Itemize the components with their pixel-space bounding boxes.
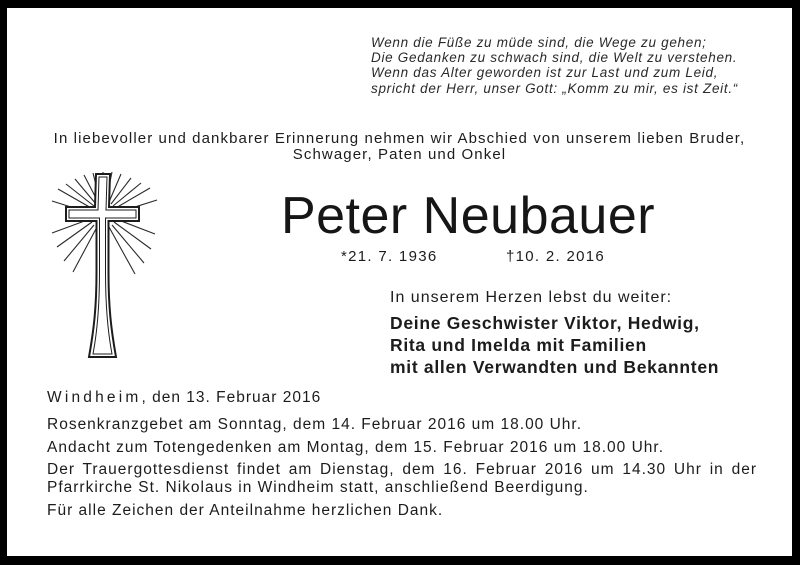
death-date: †10. 2. 2016 <box>506 248 606 265</box>
event-trauergottesdienst <box>47 461 757 497</box>
service-line: Pfarrkirche St. Nikolaus in Windheim statt, anschließend Beerdigung. <box>47 479 589 497</box>
verse-line: Wenn die Füße zu müde sind, die Wege zu gehen; <box>371 35 707 50</box>
dateline-rest: , den 13. Februar 2016 <box>141 389 322 406</box>
verse-line: spricht der Herr, unser Gott: „Komm zu mir, es ist Zeit.“ <box>371 80 738 96</box>
obituary-card <box>7 8 792 556</box>
service-line: Der Trauergottesdienst findet am Dienstag, dem 16. Februar 2016 um 14.30 Uhr in der <box>47 461 757 478</box>
opening-verse <box>371 35 738 96</box>
verse-line: Die Gedanken zu schwach sind, die Welt zu verstehen. <box>371 50 738 66</box>
deceased-name: Peter Neubauer <box>280 187 656 245</box>
memorial-line: In unserem Herzen lebst du weiter: <box>390 289 673 306</box>
intro-line: Schwager, Paten und Onkel <box>292 145 507 163</box>
mourners-line: Deine Geschwister Viktor, Hedwig, <box>390 313 700 333</box>
thanks-line: Für alle Zeichen der Anteilnahme herzlichen Dank. <box>47 502 444 519</box>
event-andacht: Andacht zum Totengedenken am Montag, dem 15. Februar 2016 um 18.00 Uhr. <box>47 439 664 456</box>
intro-text <box>7 131 792 163</box>
verse-line: Wenn das Alter geworden ist zur Last und zum Leid, <box>371 65 719 81</box>
city-name: Windheim <box>47 389 142 406</box>
mourners-line: Rita und Imelda mit Familien <box>390 334 647 355</box>
mourners-block <box>390 313 719 378</box>
mourners-line: mit allen Verwandten und Bekannten <box>390 356 720 377</box>
event-rosenkranzgebet: Rosenkranzgebet am Sonntag, dem 14. Februar 2016 um 18.00 Uhr. <box>47 416 583 433</box>
dateline <box>47 389 757 407</box>
intro-line: In liebevoller und dankbarer Erinnerung nehmen wir Abschied von unserem lieben Bruder, <box>53 130 746 147</box>
birth-date: *21. 7. 1936 <box>341 248 438 265</box>
